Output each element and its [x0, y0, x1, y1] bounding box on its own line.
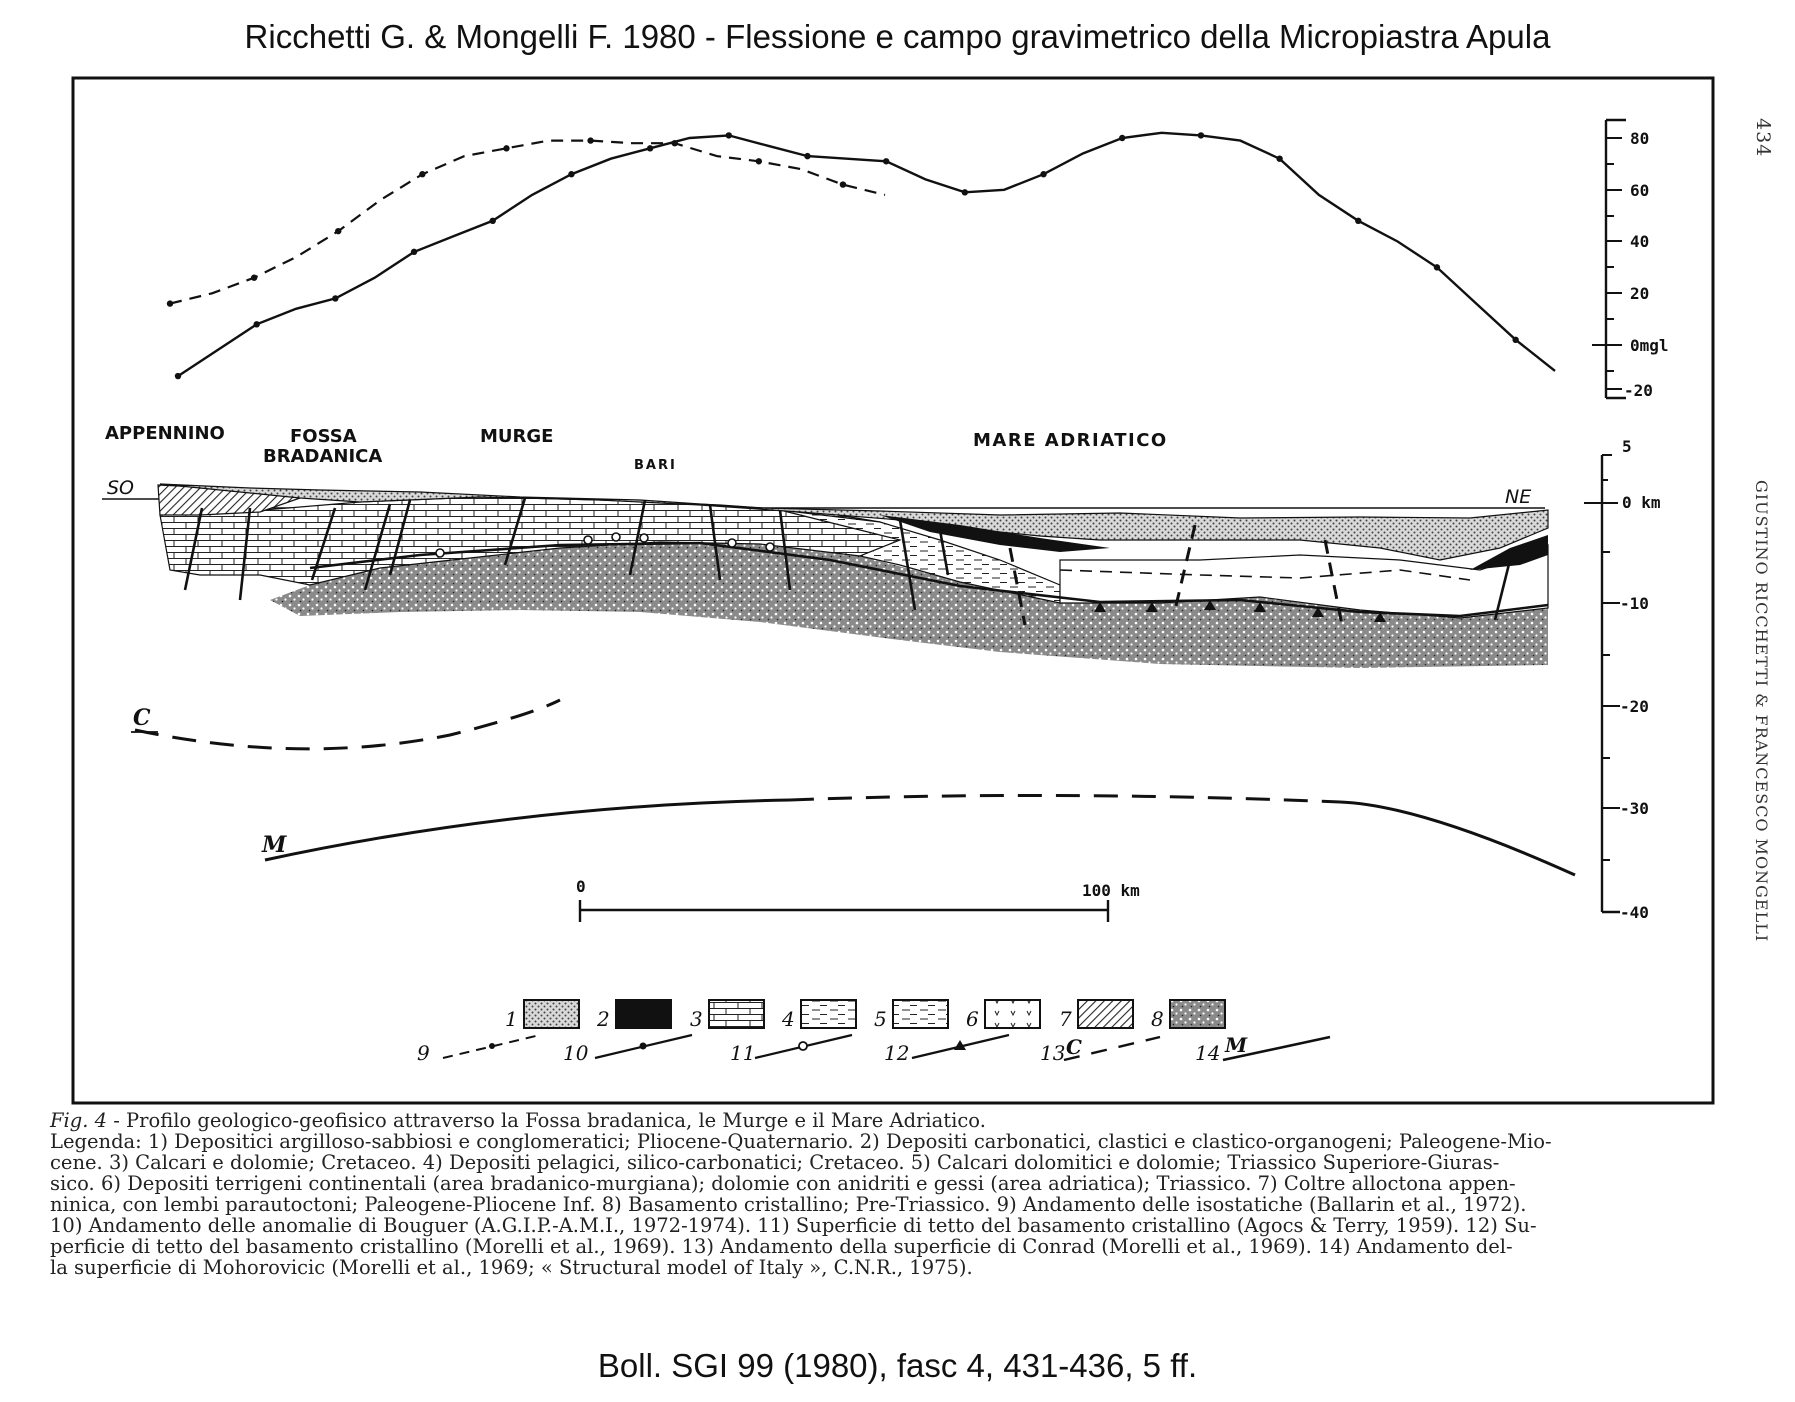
gravity-profile [167, 132, 1555, 379]
caption-line-1: Legenda: 1) Depositici argilloso-sabbiosi e conglomeratici; Pliocene-Quaternario. 2) Depositi carbonatici, clastici e clastico-organogeni; Paleogene-Mio- [50, 1130, 1552, 1153]
legend-num-11: 11 [730, 1041, 756, 1065]
legend-swatch-4 [801, 1000, 856, 1028]
gravity-tick-80: 80 [1630, 129, 1650, 148]
figure-caption [50, 1110, 1705, 1278]
gravity-observed-point-32 [1434, 264, 1440, 270]
legend-conrad-letter: C [1066, 1035, 1082, 1059]
region-labels [105, 423, 1168, 473]
label-moho: M [262, 832, 287, 858]
gravity-tick-40: 40 [1630, 232, 1650, 251]
gravity-observed-point-12 [647, 145, 653, 151]
gravity-isostatic-point-6 [419, 171, 425, 177]
gravity-isostatic-point-16 [840, 181, 846, 187]
gravity-observed-point-16 [804, 153, 810, 159]
label-bari: BARI [634, 458, 677, 473]
legend-num-8: 8 [1151, 1007, 1164, 1031]
gravity-observed-point-0 [175, 373, 181, 379]
running-head: GIUSTINO RICCHETTI & FRANCESCO MONGELLI [1752, 480, 1771, 943]
depth-tick-0: 0 km [1622, 493, 1661, 512]
label-ne: NE [1505, 486, 1532, 508]
depth-tick-minus20: -20 [1620, 697, 1649, 716]
label-mare-adriatico: MARE ADRIATICO [973, 430, 1168, 451]
legend-num-1: 1 [505, 1007, 518, 1031]
label-conrad: C [133, 705, 151, 731]
moho-solid-east [1340, 802, 1575, 875]
depth-tick-minus40: -40 [1620, 903, 1649, 922]
gravity-isostatic-point-8 [503, 145, 509, 151]
gravity-isostatic-point-10 [587, 137, 593, 143]
depth-axis [1584, 437, 1661, 922]
label-bradanica: BRADANICA [263, 446, 383, 467]
gravity-isostatic-points [167, 137, 846, 306]
gravity-isostatic-point-2 [251, 275, 257, 281]
geologic-section [158, 484, 1548, 668]
gravity-tick-minus20: -20 [1624, 381, 1653, 400]
legend-swatch-8 [1170, 1000, 1225, 1028]
page-title: Ricchetti G. & Mongelli F. 1980 - Flessione e campo gravimetrico della Micropiastra Apula [244, 18, 1551, 55]
legend-swatch-7 [1078, 1000, 1133, 1028]
gravity-isostatic-point-14 [756, 158, 762, 164]
label-fossa: FOSSA [290, 426, 357, 447]
gravity-tick-20: 20 [1630, 284, 1650, 303]
gravity-axis [1592, 120, 1669, 400]
gravity-observed-point-34 [1512, 337, 1518, 343]
legend-swatch-6 [985, 1000, 1040, 1028]
gravity-observed-point-20 [962, 189, 968, 195]
legend-swatch-5 [893, 1000, 948, 1028]
caption-line-7: la superficie di Mohorovicic (Morelli et al., 1969; « Structural model of Italy », C.N.R., 1975). [50, 1256, 973, 1279]
gravity-observed-point-6 [411, 249, 417, 255]
legend-swatch-3 [709, 1000, 764, 1028]
gravity-observed-point-30 [1355, 218, 1361, 224]
gravity-observed-point-10 [568, 171, 574, 177]
legend-num-9: 9 [417, 1041, 430, 1065]
gravity-isostatic-point-4 [335, 228, 341, 234]
legend-num-12: 12 [884, 1041, 910, 1065]
legend [417, 1000, 1330, 1065]
label-appennino: APPENNINO [105, 423, 225, 444]
legend-num-5: 5 [874, 1007, 887, 1031]
caption-title-line [50, 1110, 1705, 1131]
moho-solid-west [265, 800, 790, 860]
gravity-observed-point-22 [1040, 171, 1046, 177]
gravity-isostatic-curve [170, 141, 885, 304]
depth-tick-5: 5 [1622, 437, 1632, 456]
legend-swatch-2 [616, 1000, 671, 1028]
gravity-tick-60: 60 [1630, 181, 1650, 200]
legend-num-4: 4 [782, 1007, 795, 1031]
gravity-observed-point-4 [332, 295, 338, 301]
gravity-observed-point-24 [1119, 135, 1125, 141]
caption-line-6: perficie di tetto del basamento cristallino (Morelli et al., 1969). 13) Andamento della superficie di Conrad (Morelli et al., 1969). 14) Andamento del- [50, 1235, 1513, 1258]
legend-num-3: 3 [690, 1007, 703, 1031]
gravity-observed-point-2 [253, 321, 259, 327]
footer-citation: Boll. SGI 99 (1980), fasc 4, 431-436, 5 ff. [597, 1347, 1198, 1384]
gravity-observed-point-26 [1198, 132, 1204, 138]
label-so: SO [107, 477, 135, 499]
moho-dashed-center [790, 795, 1340, 802]
caption-line-4: ninica, con lembi parautoctoni; Paleogene-Pliocene Inf. 8) Basamento cristallino; Pre-Triassico. 9) Andamento delle isostatiche (Ballarin et al., 1972). [50, 1193, 1527, 1216]
legend-swatch-1 [524, 1000, 579, 1028]
legend-moho-letter: M [1225, 1033, 1248, 1057]
depth-tick-minus30: -30 [1620, 799, 1649, 818]
caption-fig-title: - Profilo geologico-geofisico attraverso la Fossa bradanica, le Murge e il Mare Adriatico. [107, 1109, 986, 1132]
gravity-observed-point-14 [726, 132, 732, 138]
gravity-isostatic-point-12 [672, 140, 678, 146]
gravity-observed-point-28 [1276, 156, 1282, 162]
caption-fig-label: Fig. 4 [50, 1109, 108, 1132]
legend-num-6: 6 [966, 1007, 979, 1031]
depth-tick-minus10: -10 [1620, 594, 1649, 613]
caption-line-2: cene. 3) Calcari e dolomie; Cretaceo. 4) Depositi pelagici, silico-carbonatici; Cretaceo. 5) Calcari dolomitici e dolomie; Triassico Superiore-Giuras- [50, 1151, 1500, 1174]
legend-num-10: 10 [563, 1041, 589, 1065]
gravity-observed-point-8 [490, 218, 496, 224]
conrad-surface [135, 700, 560, 749]
gravity-tick-0: 0mgl [1630, 336, 1669, 355]
gravity-isostatic-point-0 [167, 300, 173, 306]
gravity-observed-point-18 [883, 158, 889, 164]
gravity-observed-curve [178, 133, 1555, 376]
scale-start: 0 [576, 877, 586, 896]
legend-num-2: 2 [597, 1007, 610, 1031]
label-murge: MURGE [480, 426, 554, 447]
legend-num-13: 13 [1040, 1041, 1066, 1065]
scale-end: 100 km [1082, 881, 1140, 900]
caption-line-3: sico. 6) Depositi terrigeni continentali (area bradanico-murgiana); dolomie con anidriti e gessi (area adriatica); Triassico. 7) Coltre alloctona appen- [50, 1172, 1516, 1195]
scale-bar [576, 877, 1140, 922]
gravity-observed-points [175, 132, 1519, 379]
page-number: 434 [1752, 118, 1774, 158]
legend-num-7: 7 [1059, 1007, 1072, 1031]
legend-num-14: 14 [1195, 1041, 1221, 1065]
caption-line-5: 10) Andamento delle anomalie di Bouguer (A.G.I.P.-A.M.I., 1972-1974). 11) Superficie di tetto del basamento cristallino (Agocs & Terry, 1959). 12) Su- [50, 1214, 1537, 1237]
